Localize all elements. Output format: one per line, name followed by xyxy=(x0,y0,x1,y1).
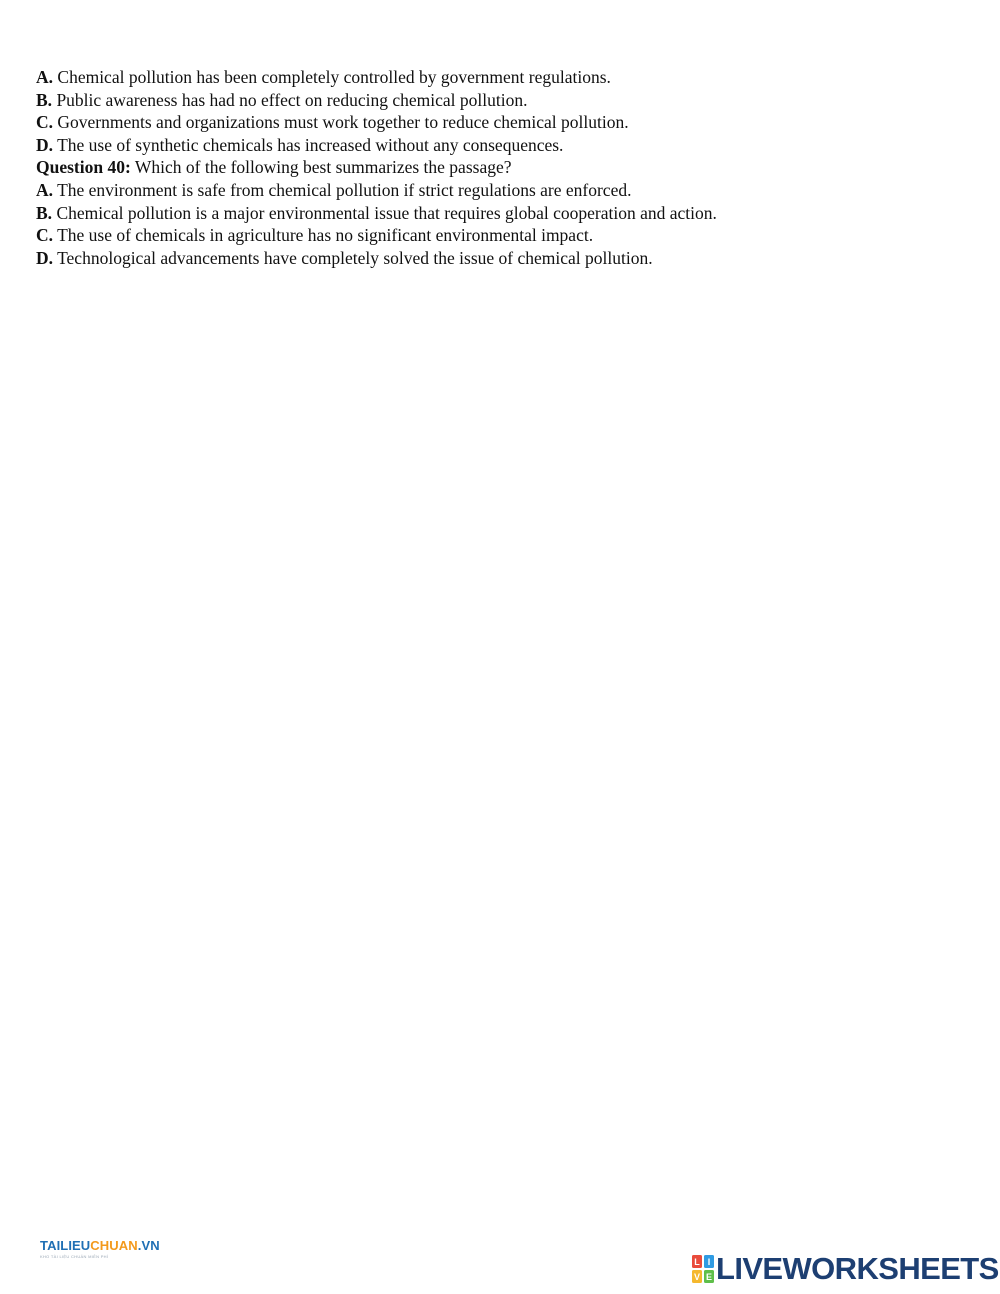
option-label: C. xyxy=(36,225,54,246)
tailieuchuan-logo xyxy=(40,1239,160,1259)
option-text: Technological advancements have completely solved the issue of chemical pollution. xyxy=(53,247,653,268)
option-label: B. xyxy=(36,202,53,223)
icon-letter: E xyxy=(705,1272,713,1282)
logo-part: .VN xyxy=(137,1238,160,1253)
logo-part: TAILIEU xyxy=(40,1238,91,1253)
option-text: Chemical pollution is a major environmental issue that requires global cooperation and action. xyxy=(52,202,717,223)
live-blocks-icon xyxy=(692,1255,714,1283)
option-text: Public awareness has had no effect on reducing chemical pollution. xyxy=(52,89,528,110)
option-d-q39 xyxy=(36,134,966,157)
document-body xyxy=(36,66,966,269)
question-label: Question 40: xyxy=(36,157,131,178)
option-label: D. xyxy=(36,247,54,268)
option-text: The use of chemicals in agriculture has no significant environmental impact. xyxy=(53,225,594,246)
icon-letter: L xyxy=(694,1257,700,1267)
option-label: A. xyxy=(36,179,54,200)
option-text: Governments and organizations must work together to reduce chemical pollution. xyxy=(53,112,629,133)
option-text: The use of synthetic chemicals has increased without any consequences. xyxy=(53,134,564,155)
option-b-q39 xyxy=(36,89,966,112)
logo-part: CHUAN xyxy=(90,1238,138,1253)
option-label: A. xyxy=(36,67,54,87)
option-c-q39 xyxy=(36,111,966,134)
option-label: C. xyxy=(36,112,54,133)
question-40 xyxy=(36,156,966,179)
option-text: The environment is safe from chemical pollution if strict regulations are enforced. xyxy=(53,179,632,200)
option-c-q40 xyxy=(36,224,966,247)
option-b-q40 xyxy=(36,202,966,225)
icon-letter: V xyxy=(693,1272,701,1282)
option-text: Chemical pollution has been completely controlled by government regulations. xyxy=(53,67,611,87)
question-text: Which of the following best summarizes the passage? xyxy=(130,157,512,178)
liveworksheets-logo xyxy=(692,1253,999,1285)
option-d-q40 xyxy=(36,247,966,270)
icon-letter: I xyxy=(707,1257,711,1267)
option-a-q40 xyxy=(36,179,966,202)
tailieuchuan-wordmark xyxy=(40,1239,160,1253)
tailieuchuan-tagline: KHO TÀI LIỆU CHUẨN MIỄN PHÍ xyxy=(40,1254,109,1259)
option-a-q39 xyxy=(36,66,966,89)
liveworksheets-wordmark: LIVEWORKSHEETS xyxy=(716,1251,999,1286)
option-label: B. xyxy=(36,89,53,110)
option-label: D. xyxy=(36,134,54,155)
